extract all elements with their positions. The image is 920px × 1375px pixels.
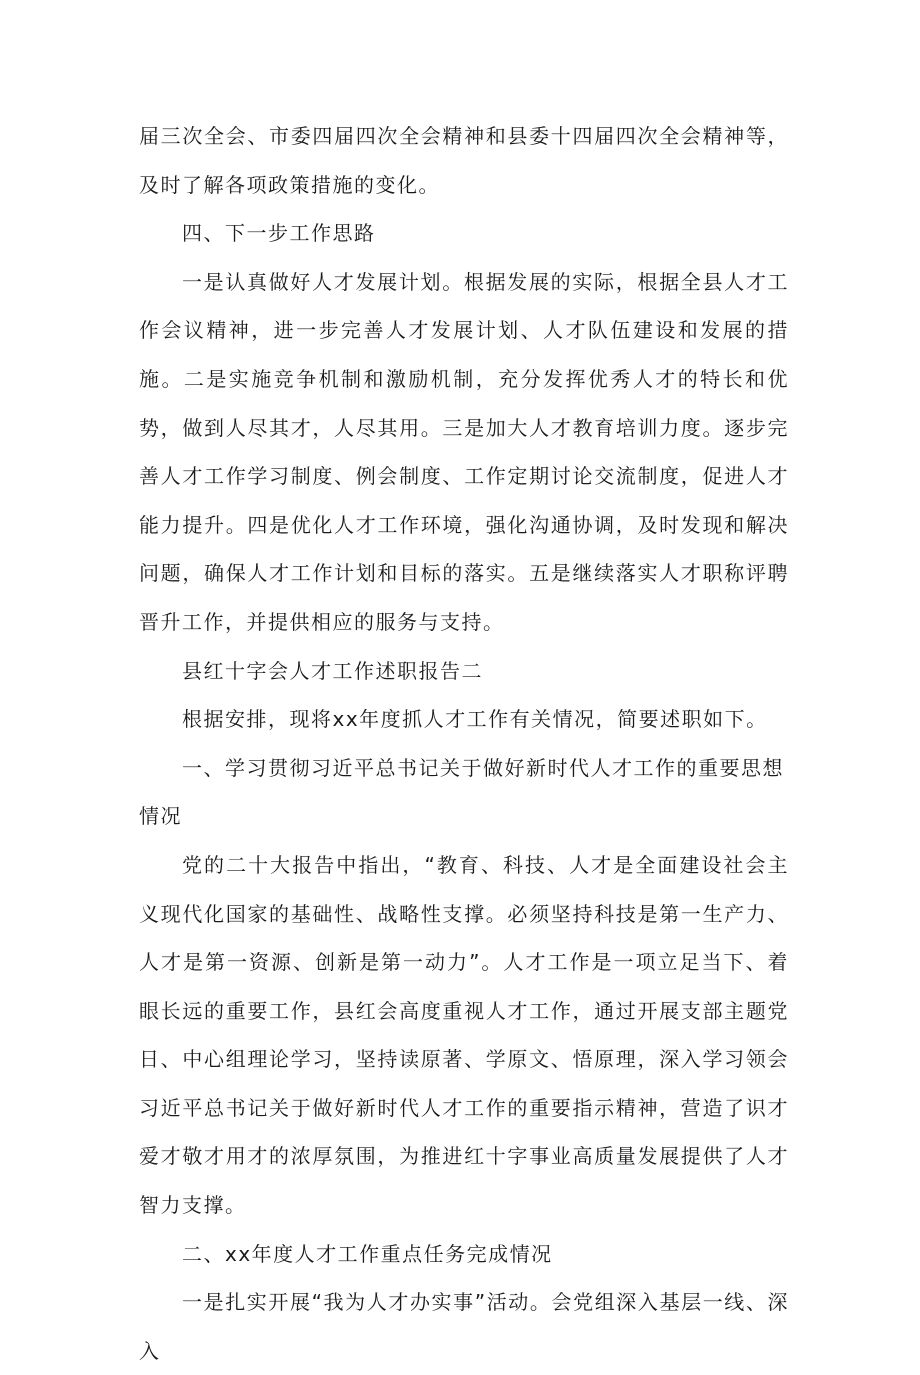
paragraph-continuation: 届三次全会、市委四届四次全会精神和县委十四届四次全会精神等，及时了解各项政策措施的变化。 xyxy=(139,124,789,197)
paragraph-next-steps: 一是认真做好人才发展计划。根据发展的实际，根据全县人才工作会议精神，进一步完善人才发展计划、人才队伍建设和发展的措施。二是实施竞争机制和激励机制，充分发挥优秀人才的特长和优势，做到人尽其才，人尽其用。三是加大人才教育培训力度。逐步完善人才工作学习制度、例会制度、工作定期讨论交流制度，促进人才能力提升。四是优化人才工作环境，强化沟通协调，及时发现和解决问题，确保人才工作计划和目标的落实。五是继续落实人才职称评聘晋升工作，并提供相应的服务与支持。 xyxy=(139,269,789,634)
report-title-two: 县红十字会人才工作述职报告二 xyxy=(182,658,483,683)
paragraph-key-tasks: 一是扎实开展“我为人才办实事”活动。会党组深入基层一线、深入 xyxy=(139,1290,789,1363)
section-heading-key-tasks: 二、xx年度人才工作重点任务完成情况 xyxy=(182,1241,553,1266)
paragraph-intro: 根据安排，现将xx年度抓人才工作有关情况，简要述职如下。 xyxy=(182,707,768,732)
section-heading-study: 一、学习贯彻习近平总书记关于做好新时代人才工作的重要思想情况 xyxy=(139,755,784,829)
section-heading-next-steps: 四、下一步工作思路 xyxy=(182,221,376,246)
document-body xyxy=(139,112,789,1375)
paragraph-study: 党的二十大报告中指出，“教育、科技、人才是全面建设社会主义现代化国家的基础性、战略性支撑。必须坚持科技是第一生产力、人才是第一资源、创新是第一动力”。人才工作是一项立足当下、着眼长远的重要工作，县红会高度重视人才工作，通过开展支部主题党日、中心组理论学习，坚持读原著、学原文、悟原理，深入学习领会习近平总书记关于做好新时代人才工作的重要指示精神，营造了识才爱才敬才用才的浓厚氛围，为推进红十字事业高质量发展提供了人才智力支撑。 xyxy=(139,852,789,1218)
